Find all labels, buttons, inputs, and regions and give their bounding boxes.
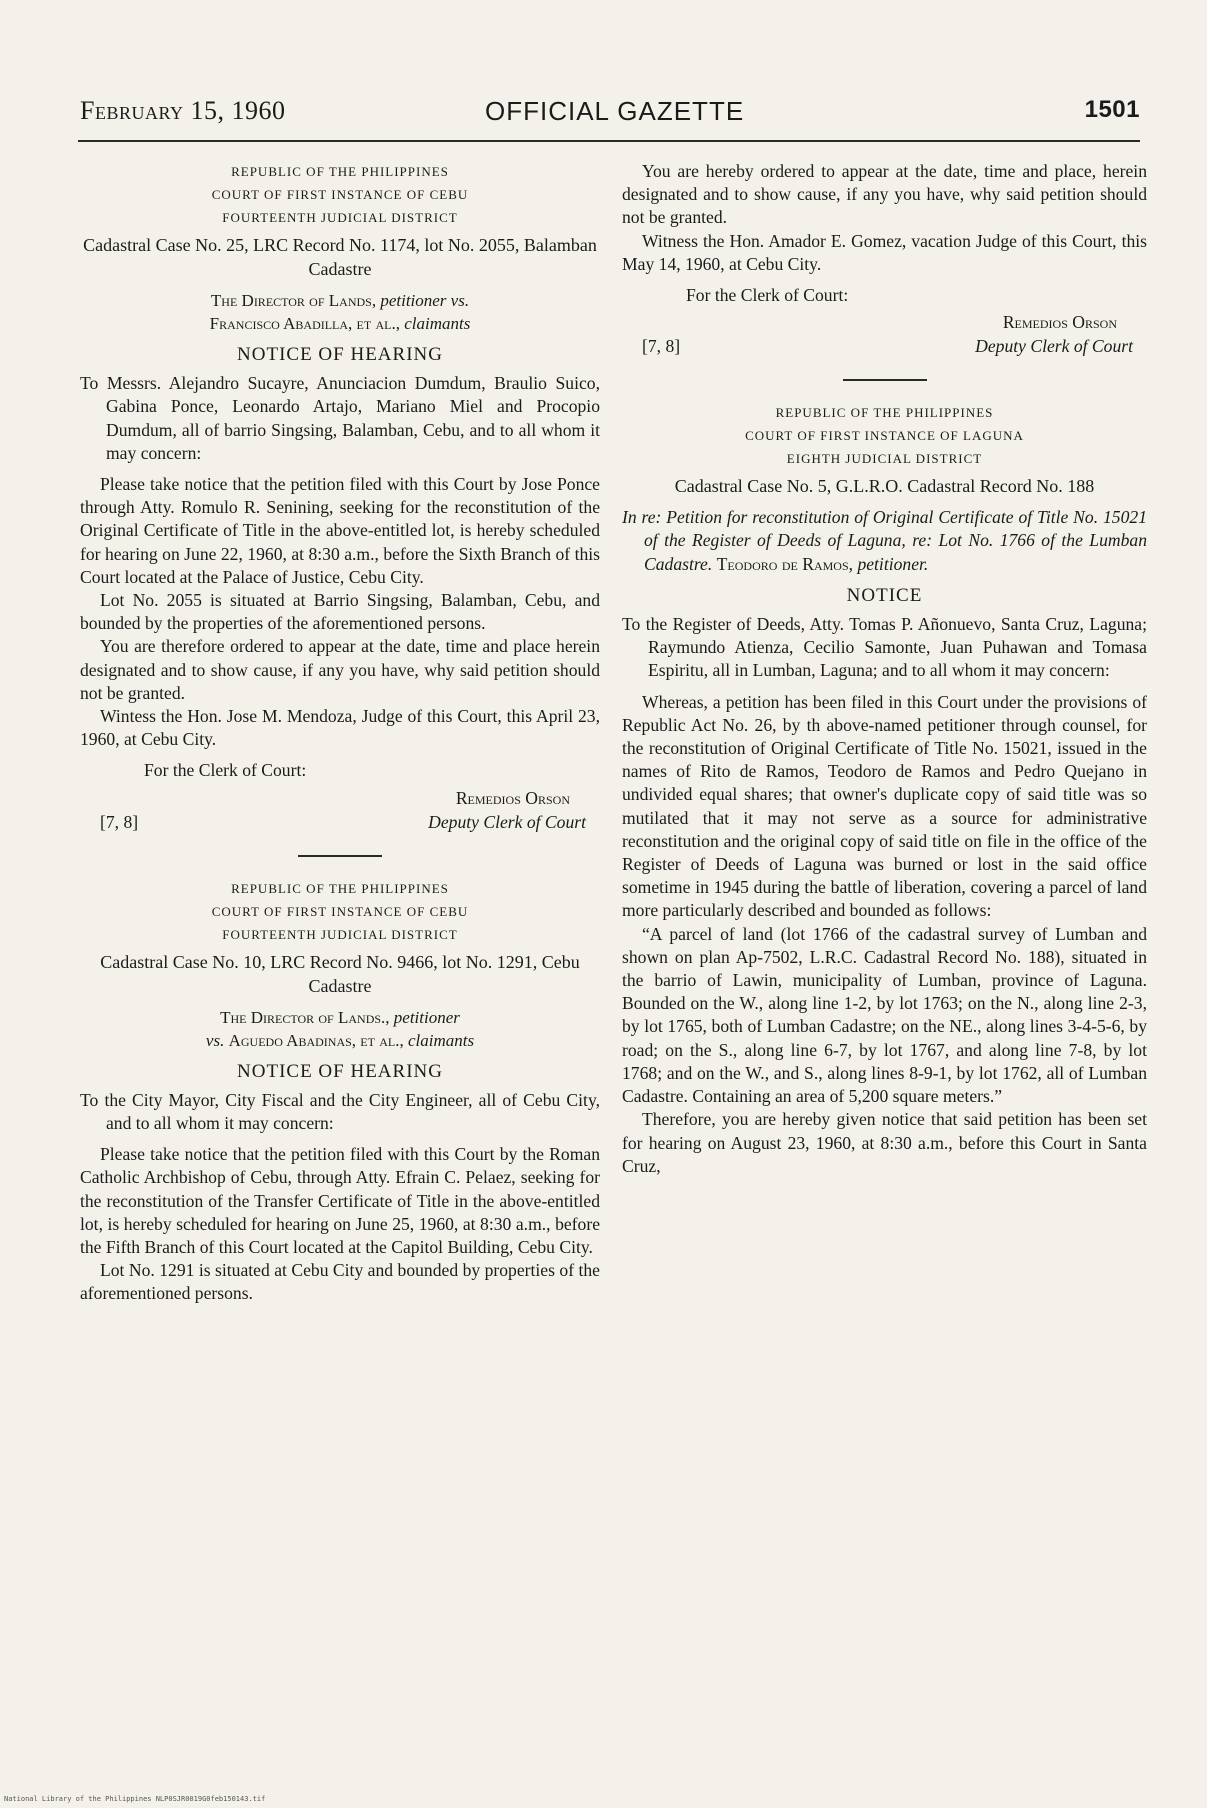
issue-date: February 15, 1960 [80,96,286,125]
case-caption: Cadastral Case No. 25, LRC Record No. 1174, lot No. 2055, Balamban Cadastre [83,235,597,279]
paragraph: You are therefore ordered to appear at the date, time and place herein designated and to show cause, if any you have, why said petition should not be granted. [80,636,600,703]
notice-cebu-lot-2055 [80,160,600,837]
in-re-caption: In re: Petition for reconstitution of Original Certificate of Title No. 15021 of the Register of Deeds of Laguna, re: Lot No. 1766 of the Lumban Cadastre. Teodoro de Ramos, petitioner. [622,507,1147,574]
case-caption: Cadastral Case No. 10, LRC Record No. 9466, lot No. 1291, Cebu Cadastre [100,951,580,996]
case-caption: Cadastral Case No. 5, G.L.R.O. Cadastral Record No. 188 [674,476,1095,497]
paragraph: Please take notice that the petition filed with this Court by the Roman Catholic Archbishop of Cebu, through Atty. Efrain C. Pelaez, seeking for the reconstitution of the Transfer Certificate of Title in the above-entitled lot, is hereby scheduled for hearing on June 25, 1960, at 8:30 a.m., before the Fifth Branch of this Court located at the Capitol Building, Cebu City. [80,1144,600,1258]
section-divider [843,379,927,381]
paragraph: You are hereby ordered to appear at the date, time and place, herein designated and to show cause, if any you have, why said petition should not be granted. [622,161,1147,228]
notice-cebu-lot-1291-continued [622,160,1147,361]
signer-name: Remedios Orson [1002,312,1117,333]
paragraph: Please take notice that the petition filed with this Court by Jose Ponce through Atty. Romulo R. Senining, seeking for the reconstitution of the Original Certificate of Title in the above-entitled lot, is hereby scheduled for hearing on June 22, 1960, at 8:30 a.m., before the Sixth Branch of this Court located at the Palace of Justice, Cebu City. [80,474,600,587]
right-column [622,160,1147,1178]
addressees: To the City Mayor, City Fiscal and the City Engineer, all of Cebu City, and to all whom it may concern: [80,1089,600,1134]
signer-title: Deputy Clerk of Court [975,336,1133,357]
parties: The Director of Lands, petitioner vs. Francisco Abadilla, et al., claimants [209,291,471,333]
page-number: 1501 [1084,96,1140,123]
left-column [80,160,600,1306]
header-rule [78,140,1140,142]
notice-title: NOTICE OF HEARING [237,344,443,365]
court-heading: REPUBLIC OF THE PHILIPPINES COURT OF FIRST INSTANCE OF CEBU FOURTEENTH JUDICIAL DISTRICT [211,880,469,942]
for-clerk: For the Clerk of Court: [686,285,849,306]
paragraph: Whereas, a petition has been filed in this Court under the provisions of Republic Act No. 26, by th above-named petitioner through counsel, for the reconstitution of Original Certificate of Title No. 15021, issued in the names of Rito de Ramos, Teodoro de Ramos and Pedro Quejano in undivided equal shares; that owner's duplicate copy of said title was so mutilated that it may not serve as a source for administrative reconstitution and the original copy of said title on file in the office of the Register of Deeds of Laguna was burned or lost in the said office sometime in 1945 during the battle of liberation, covering a parcel of land more particularly described and bounded as follows: [622,691,1147,921]
scan-footer: National Library of the Philippines NLP0SJR0019G0feb150143.tif [4,1795,266,1803]
paragraph: “A parcel of land (lot 1766 of the cadastral survey of Lumban and shown on plan Ap-7502, L.R.C. Cadastral Record No. 188), situated in the barrio of Lawin, municipality of Lumban, province of Laguna. Bounded on the W., along line 1-2, by lot 1763; on the N., along line 2-3, by lot 1765, both of Lumban Cadastre; on the NE., along lines 3-4-5-6, by road; on the S., along line 6-7, by lot 1767, and along line 7-8, by lot 1768; and on the W., and S., along lines 8-9-1, by lot 1762, all of Lumban Cadastre. Containing an area of 5,200 square meters.” [622,923,1147,1107]
section-divider [298,855,382,857]
paragraph: Lot No. 1291 is situated at Cebu City and bounded by properties of the aforementioned persons. [80,1260,600,1304]
notice-title: NOTICE [846,584,923,606]
paragraph: Therefore, you are hereby given notice that said petition has been set for hearing on August 23, 1960, at 8:30 a.m., before this Court in Santa Cruz, [622,1109,1147,1176]
issue-numbers: [7, 8] [100,811,139,832]
notice-cebu-lot-1291 [80,877,600,1306]
parties: The Director of Lands., petitioner vs. Aguedo Abadinas, et al., claimants [205,1007,475,1050]
signature-block [622,311,1147,361]
issue-numbers: [7, 8] [642,336,681,357]
signer-name: Remedios Orson [455,787,570,808]
notice-title: NOTICE OF HEARING [237,1060,443,1082]
signer-title: Deputy Clerk of Court [428,811,586,832]
paragraph: Lot No. 2055 is situated at Barrio Singsing, Balamban, Cebu, and bounded by the properties of the aforementioned persons. [80,590,600,634]
court-heading: REPUBLIC OF THE PHILIPPINES COURT OF FIRST INSTANCE OF CEBU FOURTEENTH JUDICIAL DISTRICT [211,164,469,225]
court-heading: REPUBLIC OF THE PHILIPPINES COURT OF FIRST INSTANCE OF LAGUNA EIGHTH JUDICIAL DISTRICT [745,405,1024,467]
for-clerk: For the Clerk of Court: [144,760,307,781]
paragraph: Witness the Hon. Amador E. Gomez, vacation Judge of this Court, this May 14, 1960, at Cebu City. [622,230,1147,274]
page-header [80,96,1140,130]
notice-laguna-lot-1766 [622,401,1147,1178]
publication-title: OFFICIAL GAZETTE [485,96,745,126]
signature-block [80,787,600,837]
addressees: To the Register of Deeds, Atty. Tomas P. Añonuevo, Santa Cruz, Laguna; Raymundo Atienza, Cecilio Samonte, Juan Puhawan and Tomasa Espiritu, all in Lumban, Laguna; and to all whom it may concern: [622,614,1147,681]
addressees: To Messrs. Alejandro Sucayre, Anunciacion Dumdum, Braulio Suico, Gabina Ponce, Leonardo Artajo, Mariano Miel and Procopio Dumdum, all of barrio Singsing, Balamban, Cebu, and to all whom it may concern: [80,373,600,463]
paragraph: Wintess the Hon. Jose M. Mendoza, Judge of this Court, this April 23, 1960, at Cebu City. [80,706,600,750]
